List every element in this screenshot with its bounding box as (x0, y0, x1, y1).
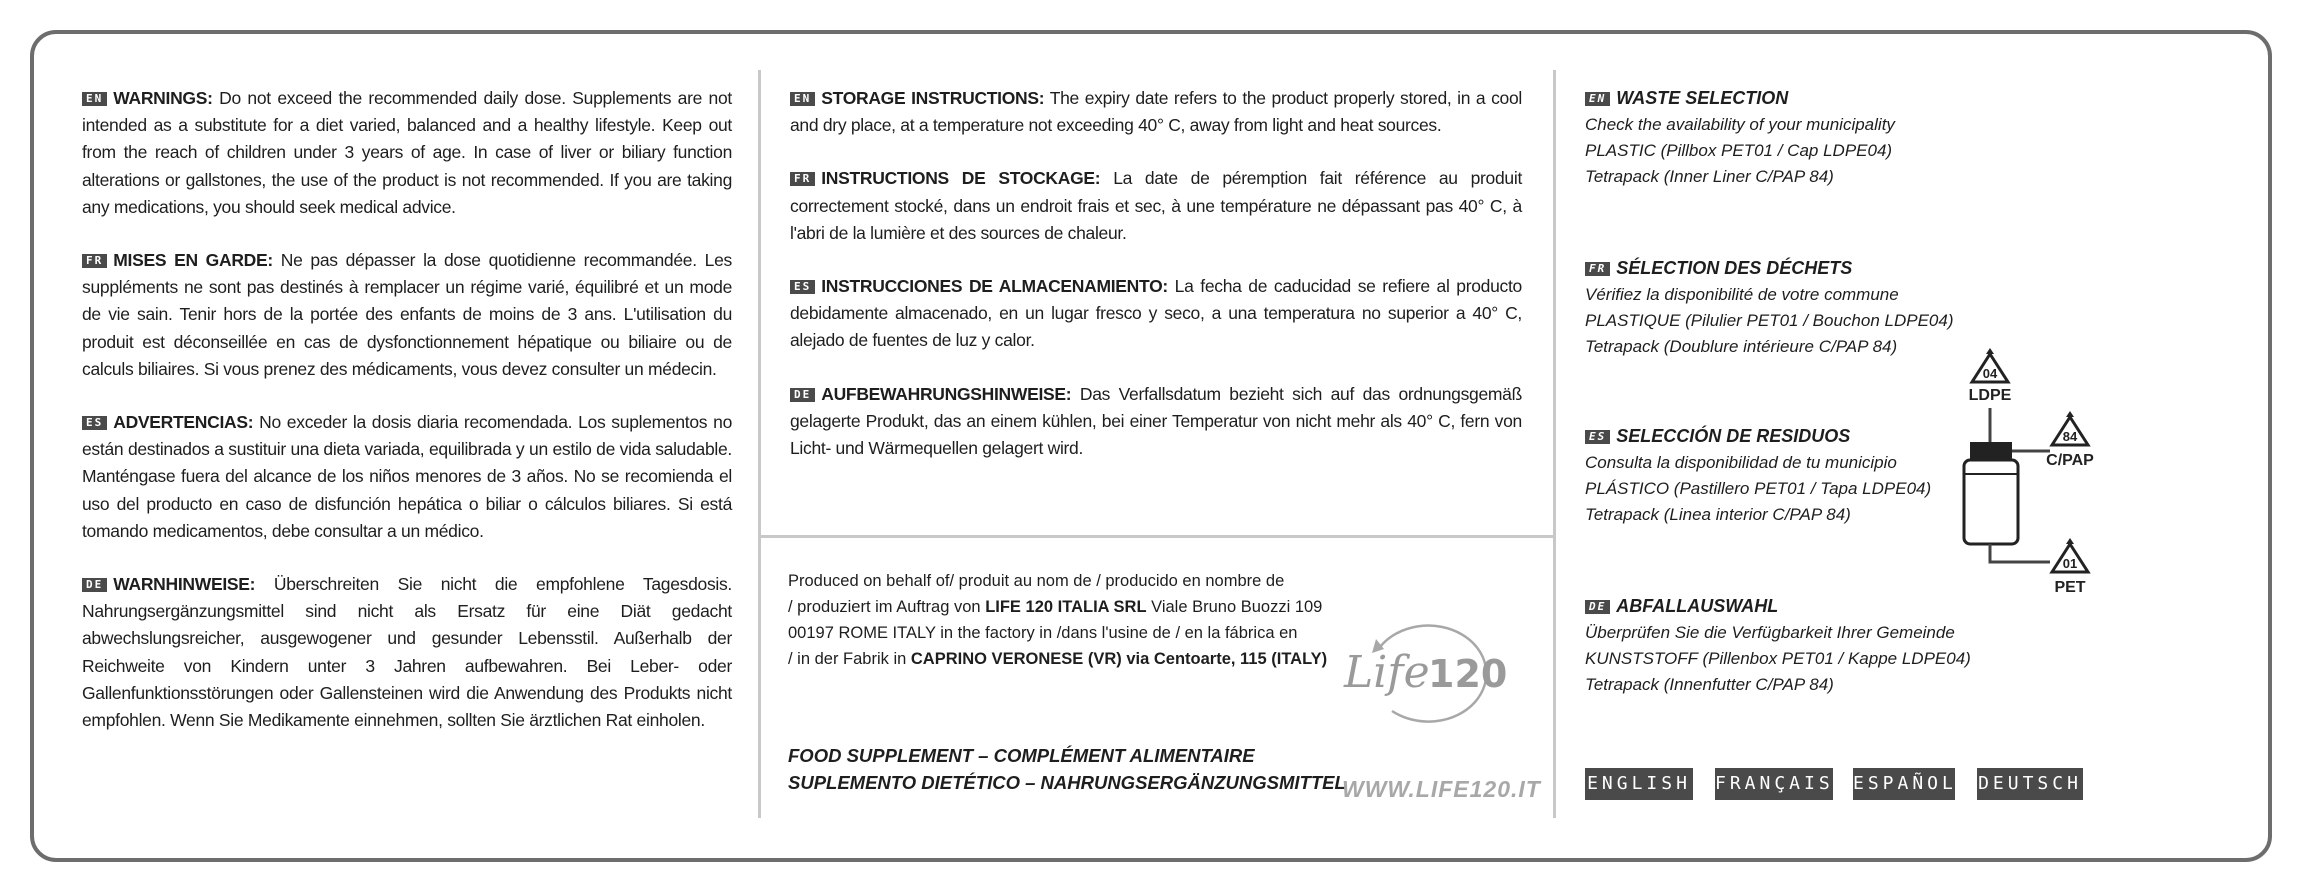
recycle-label: C/PAP (2046, 452, 2094, 469)
waste-line: Tetrapack (Doublure intérieure C/PAP 84) (1585, 337, 1898, 357)
lang-code-badge: EN (82, 92, 107, 106)
waste-title-text: ABFALLAUSWAHL (1616, 596, 1779, 616)
website-url: WWW.LIFE120.IT (1342, 776, 1541, 802)
recycling-diagram (1950, 320, 2150, 640)
section-divider (758, 535, 1553, 538)
warning-es (82, 409, 732, 545)
lang-code-badge: ES (790, 280, 815, 294)
storage-text: The expiry date refers to the product properly stored, in a cool and dry place, at a temperature not exceeding 40° C, away from light and heat sources. (790, 88, 1523, 136)
recycle-number: 04 (1982, 366, 1998, 381)
storage-text: La fecha de caducidad se refiere al producto debidamente almacenado, en un lugar fresco y seco, a una temperatura no superior a 40° C, alejado de fuentes de luz y calor. (790, 276, 1522, 351)
producer-text: / in der Fabrik in (788, 650, 911, 668)
supplement-line: FOOD SUPPLEMENT – COMPLÉMENT ALIMENTAIRE (788, 745, 1255, 766)
waste-line: Überprüfen Sie die Verfügbarkeit Ihrer Gemeinde (1585, 623, 1955, 643)
producer-line: 00197 ROME ITALY in the factory in /dans l'usine de / en la fábrica en (788, 624, 1298, 642)
language-deutsch: DEUTSCH (1977, 768, 2083, 800)
producer-text: / produziert im Auftrag von (788, 598, 986, 616)
life120-logo (1340, 615, 1510, 725)
cpap-recycle-icon (2046, 411, 2094, 469)
lang-code-badge: EN (1585, 92, 1610, 106)
producer-info (788, 568, 1328, 672)
lang-code-badge: ES (82, 416, 107, 430)
warning-heading: ADVERTENCIAS: (113, 412, 254, 433)
ldpe-recycle-icon (1969, 348, 2012, 404)
storage-fr (790, 165, 1522, 247)
recycle-number: 84 (2062, 429, 2078, 444)
warning-heading: WARNHINWEISE: (113, 574, 256, 595)
storage-column (790, 85, 1522, 488)
lang-code-badge: FR (1585, 262, 1610, 276)
waste-line: Consulta la disponibilidad de tu municipio (1585, 453, 1897, 473)
lang-code-badge: DE (82, 578, 107, 592)
bottle-icon (1964, 408, 2050, 562)
waste-title (1585, 85, 2205, 112)
producer-line (788, 646, 1328, 672)
language-francais: FRANÇAIS (1715, 768, 1833, 800)
waste-line: PLÁSTICO (Pastillero PET01 / Tapa LDPE04) (1585, 479, 1932, 499)
waste-line: Check the availability of your municipality (1585, 115, 1895, 135)
lang-code-badge: DE (790, 388, 815, 402)
storage-de (790, 381, 1522, 463)
warning-en (82, 85, 732, 221)
storage-es (790, 273, 1522, 355)
waste-line: Tetrapack (Linea interior C/PAP 84) (1585, 505, 1851, 525)
waste-line: PLASTIQUE (Pilulier PET01 / Bouchon LDPE04) (1585, 311, 1954, 331)
storage-text: La date de péremption fait référence au produit correctement stocké, dans un endroit frais et sec, à une température ne dépassant pas 40° C, à l'abri de la lumière et des sources de chaleur. (790, 168, 1523, 243)
waste-title-text: WASTE SELECTION (1616, 88, 1789, 108)
column-divider (758, 70, 761, 818)
warning-text: Überschreiten Sie nicht die empfohlene Tagesdosis. Nahrungsergänzungsmittel sind nicht als Ersatz für eine Diät gedacht abwechslungsreicher, ausgewogener und gesunder Lebensstil. Außerhalb der Reichweite von Kindern unter 3 Jahren aufbewahren. Bei Leber- oder Gallenfunktionsstörungen oder Gallensteinen wird die Anwendung des Produkts nicht empfohlen. Wenn Sie Medikamente einnehmen, sollten Sie ärztlichen Rat einholen. (82, 574, 732, 731)
supplement-label (788, 742, 1346, 796)
language-english: ENGLISH (1585, 768, 1693, 800)
warning-text: No exceder la dosis diaria recomendada. Los suplementos no están destinados a sustituir una dieta variada, equilibrada y un estilo de vida saludable. Manténgase fuera del alcance de los niños menores de 3 años. No se recomienda el uso del producto en caso de disfunción hepática o biliar o cálculos biliares. Si está tomando medicamentos, debe consultar a un médico. (82, 412, 732, 541)
warnings-column (82, 85, 732, 760)
producer-line (788, 594, 1328, 620)
waste-title-text: SELECCIÓN DE RESIDUOS (1616, 426, 1851, 446)
language-espanol: ESPAÑOL (1853, 768, 1955, 800)
waste-line: PLASTIC (Pillbox PET01 / Cap LDPE04) (1585, 141, 1893, 161)
waste-line: Vérifiez la disponibilité de votre commune (1585, 285, 1899, 305)
waste-en (1585, 85, 2205, 190)
waste-title (1585, 255, 2205, 282)
lang-code-badge: FR (790, 172, 815, 186)
producer-line: Produced on behalf of/ produit au nom de / producido en nombre de (788, 572, 1285, 590)
warning-heading: MISES EN GARDE: (113, 250, 273, 271)
recycle-label: PET (2054, 579, 2086, 596)
company-name: LIFE 120 ITALIA SRL (985, 598, 1147, 616)
storage-heading: AUFBEWAHRUNGSHINWEISE: (821, 383, 1072, 404)
recycle-number: 01 (2062, 556, 2078, 571)
warning-heading: WARNINGS: (113, 88, 213, 108)
column-divider (1553, 70, 1556, 818)
recycle-label: LDPE (1968, 387, 2012, 404)
waste-line: KUNSTSTOFF (Pillenbox PET01 / Kappe LDPE04) (1585, 649, 1971, 669)
storage-heading: STORAGE INSTRUCTIONS: (821, 88, 1045, 108)
logo-text: Life (1344, 647, 1430, 698)
warning-fr (82, 247, 732, 383)
logo-number: 120 (1428, 652, 1508, 696)
warning-text: Ne pas dépasser la dose quotidienne recommandée. Les suppléments ne sont pas destinés à remplacer un régime varié, équilibré et un mode de vie sain. Tenir hors de la portée des enfants de moins de 3 ans. L'utilisation du produit est déconseillée en cas de dysfonctionnement hépatique ou biliaire ou de calculs biliaires. Si vous prenez des médicaments, vous devez consulter un médecin. (82, 250, 732, 379)
storage-en (790, 85, 1522, 139)
lang-code-badge: ES (1585, 430, 1610, 444)
factory-address: CAPRINO VERONESE (VR) via Centoarte, 115 (ITALY) (910, 650, 1328, 668)
storage-text: Das Verfallsdatum bezieht sich auf das ordnungsgemäß gelagerte Produkt, das an einem kühlen, bei einer Temperatur von nicht mehr als 40° C, fern von Licht- und Wärmequellen gelagert wird. (790, 383, 1522, 459)
waste-title-text: SÉLECTION DES DÉCHETS (1616, 258, 1853, 278)
company-address: Viale Bruno Buozzi 109 (1146, 598, 1323, 616)
waste-line: Tetrapack (Innenfutter C/PAP 84) (1585, 675, 1834, 695)
storage-heading: INSTRUCTIONS DE STOCKAGE: (821, 168, 1101, 189)
lang-code-badge: EN (790, 92, 815, 106)
warning-text: Do not exceed the recommended daily dose. Supplements are not intended as a substitute for a diet varied, balanced and a healthy lifestyle. Keep out from the reach of children under 3 years of age. In case of liver or biliary function alterations or gallstones, the use of the product is not recommended. If you are taking any medications, you should seek medical advice. (82, 88, 732, 217)
supplement-line: SUPLEMENTO DIETÉTICO – NAHRUNGSERGÄNZUNGSMITTEL (788, 772, 1346, 793)
warning-de (82, 571, 732, 734)
lang-code-badge: FR (82, 254, 107, 268)
lang-code-badge: DE (1585, 600, 1610, 614)
waste-line: Tetrapack (Inner Liner C/PAP 84) (1585, 167, 1834, 187)
pet-recycle-icon (2052, 538, 2088, 596)
storage-heading: INSTRUCCIONES DE ALMACENAMIENTO: (821, 276, 1168, 297)
